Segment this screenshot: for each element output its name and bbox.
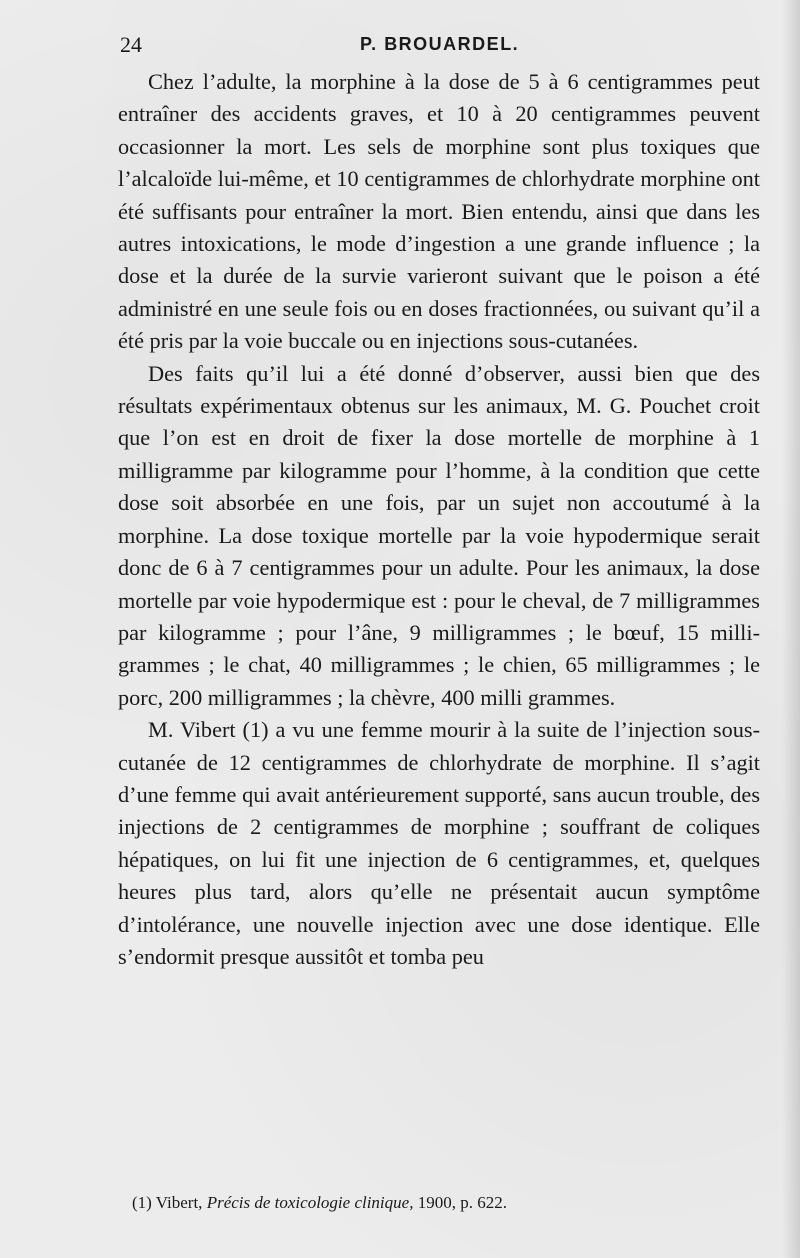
footnote (132, 1191, 752, 1215)
paragraph-2: Des faits qu’il lui a été donné d’observer, aussi bien que des résultats expérimentaux obtenus sur les animaux, M. G. Pouchet croit que l’on est en droit de fixer la dose mortelle de morphine à 1 milligramme par kilogramme pour l’homme, à la condition que cette dose soit absorbée en une fois, par un sujet non accoutumé à la morphine. La dose toxique mortelle par la voie hypodermique serait donc de 6 à 7 centigrammes pour un adulte. Pour les animaux, la dose mortelle par voie hypodermique est : pour le cheval, de 7 milligrammes par kilogramme ; pour l’âne, 9 milligrammes ; le bœuf, 15 milligrammes ; le chat, 40 milligrammes ; le chien, 65 milligrammes ; le porc, 200 milligrammes ; la chèvre, 400 milli grammes. (118, 360, 760, 710)
page-number: 24 (120, 32, 142, 57)
footnote-title: Précis de toxicologie clinique, (206, 1193, 414, 1212)
running-head: P. BROUARDEL. (360, 34, 520, 54)
page-edge-shadow (782, 0, 800, 1258)
paragraph-3: M. Vibert (1) a vu une femme mourir à la suite de l’injection sous-cutanée de 12 centigrammes de chlorhydrate de morphine. Il s’agit d’une femme qui avait antérieurement supporté, sans aucun trouble, des injections de 2 centigrammes de morphine ; souffrant de coliques hépatiques, on lui fit une injection de 6 centigrammes, et, quelques heures plus tard, alors qu’elle ne présentait aucun symptôme d’intolérance, une nouvelle injection avec une dose identique. Elle s’endormit presque aussitôt et tomba peu (118, 717, 760, 969)
body-text (118, 66, 760, 973)
footnote-marker: (1) Vibert, (132, 1193, 203, 1212)
page-header (120, 30, 760, 60)
paragraph-1: Chez l’adulte, la morphine à la dose de 5 à 6 centigrammes peut entraîner des accidents graves, et 10 à 20 centigrammes peuvent occasionner la mort. Les sels de morphine sont plus toxiques que l’alcaloïde lui-même, et 10 centigrammes de chlorhydrate morphine ont été suffisants pour entraîner la mort. Bien entendu, ainsi que dans les autres intoxications, le mode d’ingestion a une grande influence ; la dose et la durée de la survie varieront suivant que le poison a été administré en une seule fois ou en doses fractionnées, ou suivant qu’il a été pris par la voie buccale ou en injections sous-cutanées. (118, 69, 760, 354)
footnote-reference: 1900, p. 622. (417, 1193, 507, 1212)
